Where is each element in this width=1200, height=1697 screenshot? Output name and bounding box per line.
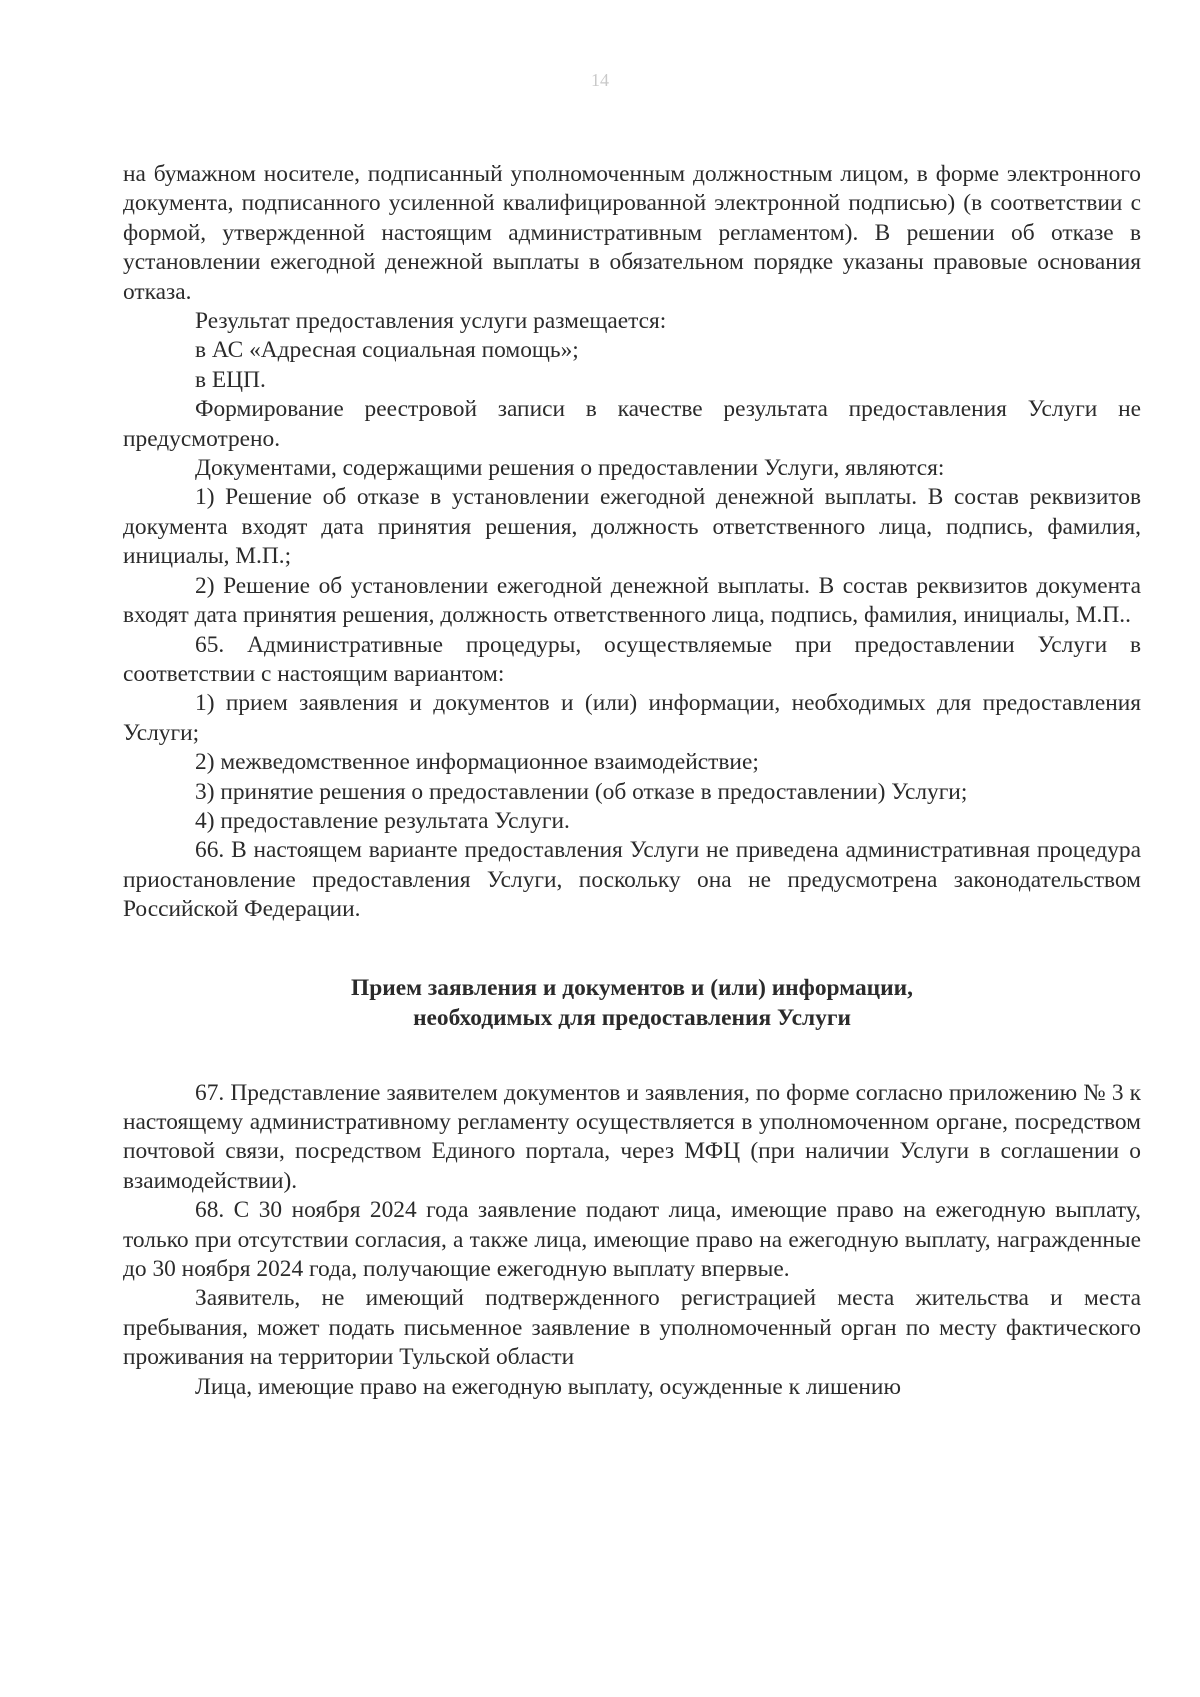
page-number: 14 bbox=[591, 70, 609, 90]
paragraph: в ЕЦП. bbox=[195, 366, 266, 393]
paragraph: Заявитель, не имеющий подтвержденного регистрацией места жительства и места пребывания, может подать письменное заявление в уполномоченный орган по месту фактического проживания на территории Тульской области bbox=[123, 1285, 1141, 1371]
paragraph: 68. С 30 ноября 2024 года заявление подают лица, имеющие право на ежегодную выплату, только при отсутствии согласия, а также лица, имеющие право на ежегодную выплату, награжденные до 30 ноября 2024 года, получающие ежегодную выплату впервые. bbox=[123, 1197, 1141, 1282]
list-item: 4) предоставление результата Услуги. bbox=[195, 807, 570, 834]
paragraph: 65. Административные процедуры, осуществляемые при предоставлении Услуги в соответствии с настоящим вариантом: bbox=[123, 631, 1141, 687]
list-item: 2) межведомственное информационное взаимодействие; bbox=[195, 749, 759, 776]
paragraph: 67. Представление заявителем документов и заявления, по форме согласно приложению № 3 к настоящему административному регламенту осуществляется в уполномоченном органе, посредством почтовой связи, посредством Единого портала, через МФЦ (при наличии Услуги в соглашении о взаимодействии). bbox=[123, 1079, 1141, 1194]
paragraph: в АС «Адресная социальная помощь»; bbox=[195, 337, 579, 364]
section-heading bbox=[123, 973, 1141, 1033]
document-body bbox=[123, 160, 1141, 1402]
list-item: 1) прием заявления и документов и (или) информации, необходимых для предоставления Услуги; bbox=[123, 690, 1141, 746]
paragraph: Формирование реестровой записи в качестве результата предоставления Услуги не предусмотрено. bbox=[123, 396, 1141, 452]
section-heading-line: Прием заявления и документов и (или) информации, bbox=[351, 974, 913, 1001]
paragraph: Результат предоставления услуги размещается: bbox=[195, 308, 667, 335]
list-item: 2) Решение об установлении ежегодной денежной выплаты. В состав реквизитов документа входят дата принятия решения, должность ответственного лица, подпись, фамилия, инициалы, М.П.. bbox=[123, 572, 1141, 629]
list-item: 1) Решение об отказе в установлении ежегодной денежной выплаты. В состав реквизитов документа входят дата принятия решения, должность ответственного лица, подпись, фамилия, инициалы, М.П.; bbox=[123, 484, 1141, 570]
paragraph: 66. В настоящем варианте предоставления Услуги не приведена административная процедура приостановление предоставления Услуги, поскольку она не предусмотрена законодательством Российской Федерации. bbox=[123, 837, 1141, 923]
paragraph: на бумажном носителе, подписанный уполномоченным должностным лицом, в форме электронного документа, подписанного усиленной квалифицированной электронной подписью) (в соответствии с формой, утвержденной настоящим административным регламентом). В решении об отказе в установлении ежегодной денежной выплаты в обязательном порядке указаны правовые основания отказа. bbox=[123, 161, 1141, 305]
paragraph: Документами, содержащими решения о предоставлении Услуги, являются: bbox=[195, 455, 945, 482]
section-heading-line: необходимых для предоставления Услуги bbox=[413, 1004, 851, 1031]
paragraph: Лица, имеющие право на ежегодную выплату, осужденные к лишению bbox=[195, 1373, 901, 1400]
list-item: 3) принятие решения о предоставлении (об отказе в предоставлении) Услуги; bbox=[195, 778, 968, 805]
